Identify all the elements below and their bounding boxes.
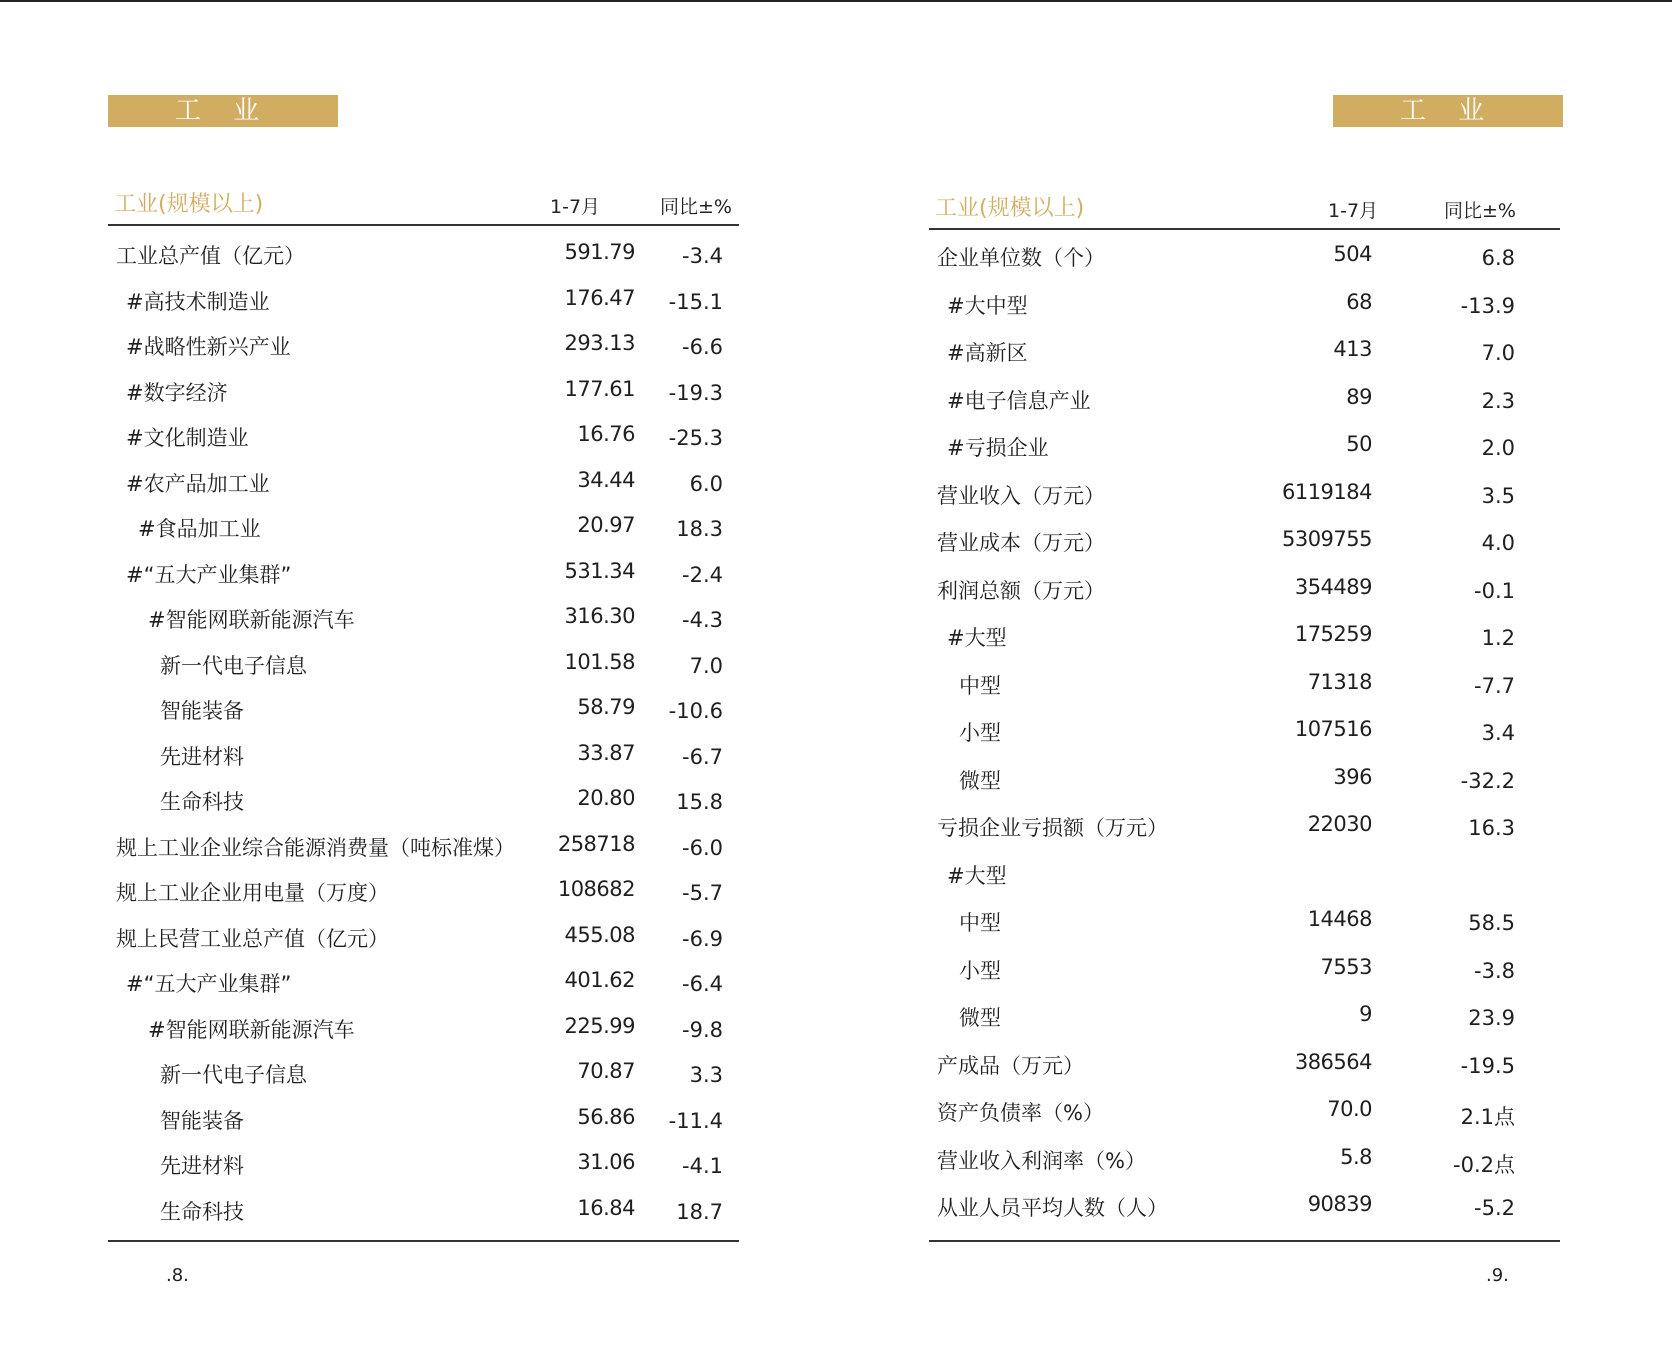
table-row (108, 278, 739, 324)
row-change: -9.8 (682, 1017, 723, 1042)
row-label: #大型 (947, 626, 1007, 650)
row-label: 产成品（万元） (937, 1053, 1084, 1078)
table-row (929, 1089, 1560, 1137)
row-label: 新一代电子信息 (160, 1063, 307, 1087)
table-row (108, 1142, 739, 1188)
table-row (929, 329, 1560, 377)
row-label: 生命科技 (160, 790, 244, 814)
table-row (929, 662, 1560, 710)
row-value: 70.87 (577, 1059, 635, 1083)
row-value: 9 (1359, 1002, 1372, 1026)
row-change: -5.2 (1474, 1196, 1515, 1220)
row-change: 18.3 (676, 517, 723, 541)
row-change: -6.6 (682, 335, 723, 359)
table-row (108, 596, 739, 642)
row-value: 531.34 (564, 558, 635, 583)
row-change: -6.0 (682, 835, 723, 860)
table-row (108, 960, 739, 1006)
table-row (929, 899, 1560, 947)
table-row (108, 824, 739, 870)
row-label: #文化制造业 (126, 426, 249, 450)
row-value: 396 (1333, 764, 1372, 789)
row-change: -6.7 (682, 744, 723, 769)
right-page (836, 0, 1672, 1353)
row-value: 6119184 (1281, 479, 1372, 504)
row-label: #大型 (947, 863, 1007, 888)
right-page-number: .9. (1486, 1265, 1509, 1286)
row-change: 58.5 (1468, 911, 1515, 935)
row-value: 70.0 (1327, 1097, 1372, 1121)
row-change: 6.0 (689, 471, 723, 496)
row-label: 规上工业企业综合能源消费量（吨标准煤） (116, 835, 515, 860)
right-bottom-rule (929, 1240, 1560, 1242)
table-row (929, 1042, 1560, 1090)
table-row (108, 1097, 739, 1143)
row-change: -3.4 (682, 244, 723, 268)
row-change: -3.8 (1474, 958, 1515, 983)
row-change: -4.1 (682, 1154, 723, 1178)
table-row (929, 234, 1560, 282)
row-change: 1.2 (1481, 626, 1515, 650)
row-value: 108682 (557, 877, 635, 901)
row-value: 401.62 (564, 968, 635, 992)
table-row (108, 369, 739, 415)
row-change: -6.9 (682, 926, 723, 951)
right-section-banner: 工 业 (1333, 95, 1563, 127)
table-row (108, 323, 739, 369)
row-value: 316.30 (564, 604, 635, 628)
left-section-title: 工业(规模以上) (114, 192, 264, 217)
row-label: 营业收入（万元） (937, 483, 1105, 508)
row-label: 微型 (959, 1006, 1001, 1030)
row-label: #电子信息产业 (947, 388, 1091, 413)
row-label: 智能装备 (160, 1108, 244, 1133)
row-change: 3.3 (689, 1063, 723, 1087)
row-label: 营业收入利润率（%） (937, 1148, 1146, 1173)
row-value: 258718 (557, 831, 635, 856)
row-label: 规上民营工业总产值（亿元） (116, 926, 389, 951)
row-change: 7.0 (1481, 341, 1515, 365)
table-row (929, 852, 1560, 900)
row-value: 89 (1346, 384, 1372, 409)
table-row (108, 915, 739, 961)
table-row (108, 869, 739, 915)
row-label: #大中型 (947, 293, 1028, 318)
row-label: #农产品加工业 (126, 471, 270, 496)
right-table-body (929, 234, 1560, 1232)
row-label: 亏损企业亏损额（万元） (937, 816, 1168, 840)
left-col-change: 同比±% (660, 196, 732, 218)
row-value: 176.47 (564, 285, 635, 310)
row-label: 利润总额（万元） (937, 578, 1105, 603)
row-change: -13.9 (1460, 293, 1515, 318)
row-label: 先进材料 (160, 1154, 244, 1178)
row-value: 31.06 (577, 1150, 635, 1174)
left-col-period: 1-7月 (550, 196, 601, 218)
row-change: 23.9 (1468, 1006, 1515, 1030)
row-label: 生命科技 (160, 1199, 244, 1224)
row-label: #高新区 (947, 341, 1028, 365)
table-row (929, 804, 1560, 852)
right-col-period: 1-7月 (1328, 200, 1379, 222)
table-row (108, 1051, 739, 1097)
row-change: -0.1 (1474, 578, 1515, 603)
row-change: 2.3 (1481, 388, 1515, 413)
table-row (108, 1006, 739, 1052)
table-row (929, 377, 1560, 425)
row-value: 386564 (1294, 1049, 1372, 1074)
row-change: -6.4 (682, 972, 723, 996)
row-label: #食品加工业 (138, 517, 261, 541)
row-value: 101.58 (564, 649, 635, 674)
row-value: 14468 (1307, 907, 1372, 931)
row-label: 中型 (959, 673, 1001, 698)
row-change: 15.8 (676, 790, 723, 814)
row-change: 7.0 (689, 653, 723, 678)
row-label: #战略性新兴产业 (126, 335, 291, 359)
row-label: 小型 (959, 721, 1001, 745)
row-value: 50 (1346, 432, 1372, 456)
table-row (929, 567, 1560, 615)
table-row (108, 460, 739, 506)
row-label: #“五大产业集群” (126, 562, 292, 587)
row-value: 71318 (1307, 669, 1372, 694)
row-change: -15.1 (668, 289, 723, 314)
table-row (108, 642, 739, 688)
table-row (108, 414, 739, 460)
row-label: 规上工业企业用电量（万度） (116, 881, 389, 905)
row-value: 90839 (1307, 1192, 1372, 1216)
row-value: 354489 (1294, 574, 1372, 599)
row-value: 7553 (1320, 954, 1372, 979)
row-change: 3.5 (1481, 483, 1515, 508)
row-value: 5309755 (1281, 527, 1372, 551)
row-change: -25.3 (668, 426, 723, 450)
table-row (929, 424, 1560, 472)
row-value: 504 (1333, 242, 1372, 266)
row-value: 68 (1346, 289, 1372, 314)
row-change: -7.7 (1474, 673, 1515, 698)
row-label: #高技术制造业 (126, 289, 270, 314)
right-section-title: 工业(规模以上) (935, 196, 1085, 221)
table-row (108, 551, 739, 597)
row-value: 56.86 (577, 1104, 635, 1129)
table-row (929, 994, 1560, 1042)
row-label: 中型 (959, 911, 1001, 935)
row-change: 2.1点 (1460, 1105, 1515, 1129)
row-label: 新一代电子信息 (160, 653, 307, 678)
table-row (929, 709, 1560, 757)
row-value: 177.61 (564, 376, 635, 401)
table-row (108, 778, 739, 824)
row-value: 455.08 (564, 922, 635, 947)
row-label: #“五大产业集群” (126, 972, 292, 996)
row-label: #亏损企业 (947, 436, 1049, 460)
row-label: #智能网联新能源汽车 (148, 608, 355, 632)
row-value: 20.80 (577, 786, 635, 810)
table-row (108, 687, 739, 733)
row-label: 企业单位数（个） (937, 246, 1105, 270)
row-value: 5.8 (1340, 1144, 1372, 1169)
row-change: -19.3 (668, 380, 723, 405)
row-label: #数字经济 (126, 380, 228, 405)
row-label: 资产负债率（%） (937, 1101, 1104, 1125)
row-change: 16.3 (1468, 816, 1515, 840)
row-change: -10.6 (668, 699, 723, 723)
table-row (929, 519, 1560, 567)
row-label: 智能装备 (160, 699, 244, 723)
table-row (929, 282, 1560, 330)
row-change: -5.7 (682, 881, 723, 905)
row-value: 34.44 (577, 467, 635, 492)
row-label: #智能网联新能源汽车 (148, 1017, 355, 1042)
row-value: 107516 (1294, 717, 1372, 741)
row-value: 413 (1333, 337, 1372, 361)
row-value: 22030 (1307, 812, 1372, 836)
row-change: 6.8 (1481, 246, 1515, 270)
row-label: 小型 (959, 958, 1001, 983)
row-change: 18.7 (676, 1199, 723, 1224)
row-label: 从业人员平均人数（人） (937, 1196, 1168, 1220)
row-value: 293.13 (564, 331, 635, 355)
row-change: 3.4 (1481, 721, 1515, 745)
row-value: 20.97 (577, 513, 635, 537)
table-row (929, 472, 1560, 520)
row-change: 2.0 (1481, 436, 1515, 460)
left-section-banner: 工 业 (108, 95, 338, 127)
row-value: 175259 (1294, 622, 1372, 646)
table-row (108, 733, 739, 779)
row-change: 4.0 (1481, 531, 1515, 555)
row-label: 先进材料 (160, 744, 244, 769)
row-change: -32.2 (1460, 768, 1515, 793)
row-change: -0.2点 (1453, 1152, 1515, 1177)
row-label: 微型 (959, 768, 1001, 793)
row-value: 16.76 (577, 422, 635, 446)
table-row (929, 1184, 1560, 1232)
left-bottom-rule (108, 1240, 739, 1242)
table-row (929, 947, 1560, 995)
row-change: -11.4 (668, 1108, 723, 1133)
left-table-header (108, 190, 739, 226)
row-value: 591.79 (564, 240, 635, 264)
row-value: 225.99 (564, 1013, 635, 1038)
row-value: 33.87 (577, 740, 635, 765)
table-row (108, 232, 739, 278)
row-change: -4.3 (682, 608, 723, 632)
left-page-number: .8. (166, 1265, 189, 1286)
right-table-header (929, 194, 1560, 230)
table-row (929, 757, 1560, 805)
row-value: 16.84 (577, 1195, 635, 1220)
table-row (108, 1188, 739, 1234)
row-label: 营业成本（万元） (937, 531, 1105, 555)
row-label: 工业总产值（亿元） (116, 244, 305, 268)
right-col-change: 同比±% (1444, 200, 1516, 222)
row-change: -2.4 (682, 562, 723, 587)
table-row (929, 614, 1560, 662)
row-value: 58.79 (577, 695, 635, 719)
table-row (108, 505, 739, 551)
row-change: -19.5 (1460, 1053, 1515, 1078)
left-table-body (108, 232, 739, 1233)
table-row (929, 1137, 1560, 1185)
